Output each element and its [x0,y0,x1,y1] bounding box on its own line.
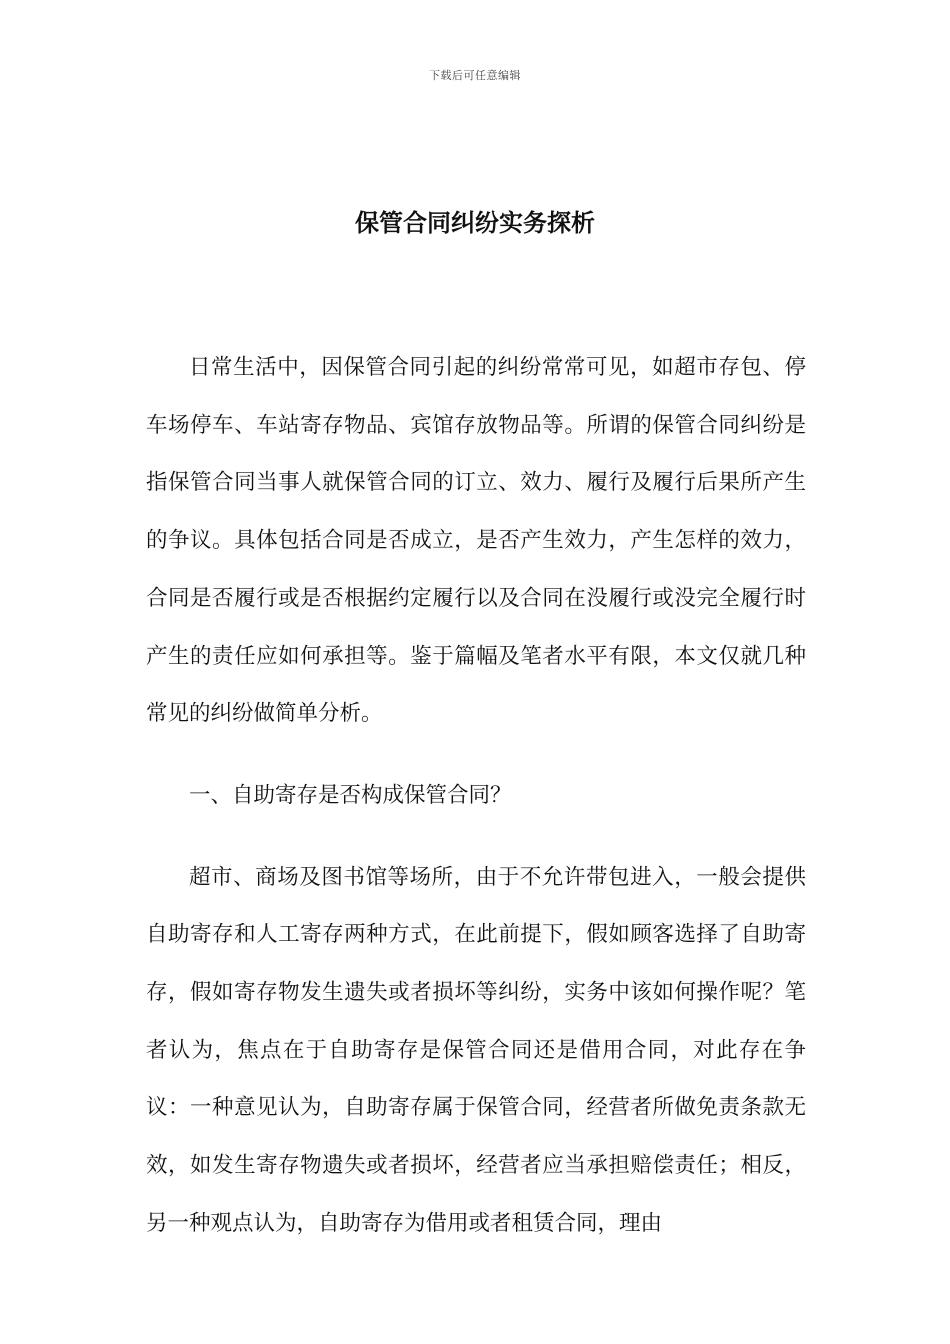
paragraph-section-1: 超市、商场及图书馆等场所，由于不允许带包进入，一般会提供自助寄存和人工寄存两种方式，在此前提下，假如顾客选择了自助寄存，假如寄存物发生遗失或者损坏等纠纷，实务中该如何操作呢？笔者认为，焦点在于自助寄存是保管合同还是借用合同，对此存在争议：一种意见认为，自助寄存属于保管合同，经营者所做免责条款无效，如发生寄存物遗失或者损坏，经营者应当承担赔偿责任；相反，另一种观点认为，自助寄存为借用或者租赁合同，理由 [146,864,806,1236]
header-note: 下载后可任意编辑 [429,69,521,82]
paragraph-intro: 日常生活中，因保管合同引起的纠纷常常可见，如超市存包、停车场停车、车站寄存物品、宾馆存放物品等。所谓的保管合同纠纷是指保管合同当事人就保管合同的订立、效力、履行及履行后果所产生的争议。具体包括合同是否成立，是否产生效力，产生怎样的效力，合同是否履行或是否根据约定履行以及合同在没履行或没完全履行时产生的责任应如何承担等。鉴于篇幅及笔者水平有限，本文仅就几种常见的纠纷做简单分析。 [146,355,806,727]
document-body [146,339,806,1277]
section-heading-1: 一、自助寄存是否构成保管合同？ [189,782,512,808]
document-title: 保管合同纠纷实务探析 [355,209,595,237]
